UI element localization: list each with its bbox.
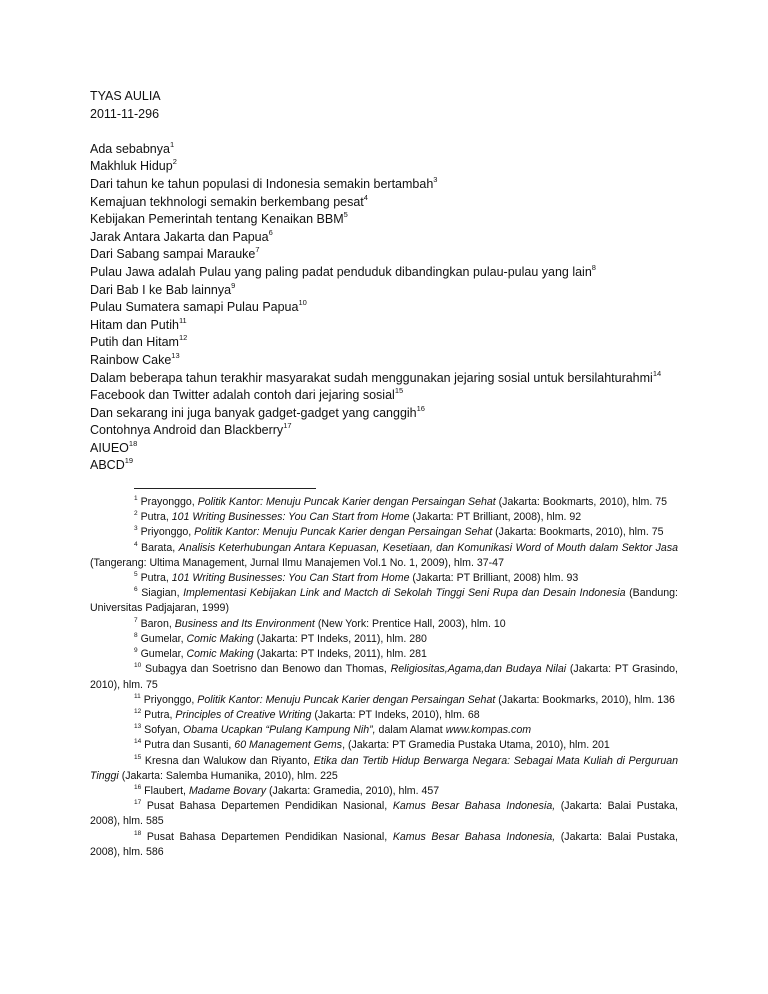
body-line <box>90 211 678 229</box>
footnote-ref: 12 <box>178 333 188 343</box>
body-line <box>90 370 678 388</box>
footnote <box>90 784 678 799</box>
footnote-author: Sofyan, <box>141 724 184 737</box>
footnote-ref: 9 <box>231 280 236 290</box>
footnote-number: 1 <box>134 495 138 503</box>
body-line <box>90 194 678 212</box>
footnote-title: Politik Kantor: Menuju Puncak Karier dengan Persaingan Sehat <box>194 526 493 539</box>
body-line-text: Rainbow Cake <box>90 352 172 367</box>
footnote <box>90 693 678 708</box>
body-line-text: Ada sebabnya <box>90 141 170 156</box>
body-line <box>90 246 678 264</box>
footnote-author: Priyonggo, <box>140 693 198 706</box>
footnote-author: Putra, <box>141 708 176 721</box>
footnote-author: Putra, <box>137 511 172 524</box>
body-line-text: Facebook dan Twitter adalah contoh dari jejaring sosial <box>90 388 395 403</box>
footnote-number: 6 <box>134 586 138 594</box>
footnote-title: Madame Bovary <box>188 784 267 797</box>
footnote <box>90 586 678 616</box>
footnote-number: 10 <box>134 662 142 670</box>
footnote-title: Kamus Besar Bahasa Indonesia, <box>392 800 556 813</box>
body-line <box>90 405 678 423</box>
footnote-details: (Jakarta: Balai Pustaka, 2008), hlm. 585 <box>90 800 678 828</box>
footnote-ref: 1 <box>169 139 175 149</box>
footnote-title: Principles of Creative Writing <box>175 708 312 721</box>
footnote-author: Flaubert, <box>141 784 189 797</box>
footnote-title: 101 Writing Businesses: You Can Start from Home <box>171 572 410 585</box>
footnote-details: (Bandung: Universitas Padjajaran, 1999) <box>90 587 678 615</box>
footnote-details: (Jakarta: PT Brilliant, 2008), hlm. 92 <box>409 511 582 524</box>
footnote-number: 18 <box>134 829 142 837</box>
body-line <box>90 158 678 176</box>
body-line-text: Kebijakan Pemerintah tentang Kenaikan BBM <box>90 212 344 227</box>
footnote-author: Gumelar, <box>137 632 187 645</box>
footnote-ref: 16 <box>416 403 425 413</box>
footnote-author: Subagya dan Soetrisno dan Benowo dan Thomas, <box>141 663 391 676</box>
footnote-title: Comic Making <box>186 648 254 661</box>
footnote-number: 17 <box>134 799 142 807</box>
body-line-text: Kemajuan tekhnologi semakin berkembang pesat <box>90 194 364 209</box>
footnote-title: 101 Writing Businesses: You Can Start from Home <box>171 511 410 524</box>
body-line <box>90 440 678 458</box>
body-line-text: Dari Sabang sampai Marauke <box>90 247 256 262</box>
footnote <box>90 647 678 662</box>
footnote-number: 12 <box>134 707 142 715</box>
footnote-ref: 15 <box>394 386 404 396</box>
footnote-author: Gumelar, <box>137 648 187 661</box>
footnote-details: (Jakarta: Bookmarts, 2010), hlm. 75 <box>492 526 664 539</box>
footnote <box>90 723 678 738</box>
footnote-number: 15 <box>134 753 142 761</box>
footnote-title: Implementasi Kebijakan Link and Mactch di Sekolah Tinggi Seni Rupa dan Desain Indonesia <box>183 587 626 600</box>
footnote-title: Politik Kantor: Menuju Puncak Karier dengan Persaingan Sehat <box>197 693 496 706</box>
document-page <box>90 88 678 860</box>
footnote-ref: 2 <box>172 157 177 167</box>
footnote-number: 5 <box>134 571 138 579</box>
body-line-text: Jarak Antara Jakarta dan Papua <box>90 229 269 244</box>
body-line <box>90 317 678 335</box>
footnote-details: (Jakarta: PT Indeks, 2011), hlm. 281 <box>253 648 427 661</box>
footnote-details: (Jakarta: PT Grasindo, 2010), hlm. 75 <box>90 663 678 691</box>
body-line-text: Dalam beberapa tahun terakhir masyarakat sudah menggunakan jejaring sosial untuk bersilahturahmi <box>90 370 653 385</box>
footnote-details: (Jakarta: Gramedia, 2010), hlm. 457 <box>266 784 440 797</box>
footnote-details: (New York: Prentice Hall, 2003), hlm. 10 <box>314 617 506 630</box>
footnote-details: (Jakarta: Balai Pustaka, 2008), hlm. 586 <box>90 830 678 858</box>
body-line <box>90 176 678 194</box>
body-line-text: Makhluk Hidup <box>90 159 173 174</box>
body-line-text: Putih dan Hitam <box>90 335 179 350</box>
footnote-details: (Jakarta: PT Brilliant, 2008) hlm. 93 <box>409 572 579 585</box>
body-line-text: Dan sekarang ini juga banyak gadget-gadget yang canggih <box>90 405 417 420</box>
footnote-details: (Jakarta: Bookmarks, 2010), hlm. 136 <box>495 693 675 706</box>
footnote-author: Pusat Bahasa Departemen Pendidikan Nasional, <box>141 800 393 813</box>
footnote-author: Siagian, <box>137 587 184 600</box>
footnote-ref: 10 <box>298 298 307 308</box>
footnote <box>90 708 678 723</box>
body-line-text: Dari tahun ke tahun populasi di Indonesia semakin bertambah <box>90 176 434 191</box>
footnote-separator <box>134 488 316 489</box>
footnote-ref: 18 <box>128 438 138 448</box>
footnote-number: 9 <box>134 647 138 655</box>
footnote <box>90 617 678 632</box>
body-line-text: Contohnya Android dan Blackberry <box>90 423 284 438</box>
footnote-author: Pusat Bahasa Departemen Pendidikan Nasional, <box>141 830 393 843</box>
body-line <box>90 334 678 352</box>
footnote <box>90 632 678 647</box>
footnote-details: (Tangerang: Ultima Management, Jurnal Ilmu Manajemen Vol.1 No. 1, 2009), hlm. 37-47 <box>90 556 504 569</box>
body-line <box>90 422 678 440</box>
footnote-ref: 19 <box>124 456 134 466</box>
body-line <box>90 264 678 282</box>
footnote-author: Kresna dan Walukow dan Riyanto, <box>141 754 314 767</box>
student-id: 2011-11-296 <box>90 106 160 121</box>
footnote <box>90 830 678 860</box>
footnote-title: Obama Ucapkan “Pulang Kampung Nih”, <box>183 724 376 737</box>
body-line-text: Pulau Sumatera samapi Pulau Papua <box>90 300 299 315</box>
body-line <box>90 457 678 475</box>
footnote-author: Baron, <box>137 617 175 630</box>
footnote-title: Comic Making <box>186 632 254 645</box>
footnote-number: 4 <box>134 540 138 548</box>
footnote-details: dalam Alamat <box>375 724 446 737</box>
footnote-ref: 8 <box>591 262 596 272</box>
footnote-ref: 5 <box>343 210 348 220</box>
body-line-text: Pulau Jawa adalah Pulau yang paling padat penduduk dibandingkan pulau-pulau yang lain <box>90 264 592 279</box>
footnote-author: Putra dan Susanti, <box>141 739 235 752</box>
footnote-title: Etika dan Tertib Hidup Berwarga Negara: Sebagai Mata Kuliah di Perguruan Tinggi <box>90 754 678 782</box>
footnote-ref: 7 <box>255 245 260 255</box>
footnote-ref: 17 <box>283 421 292 431</box>
footnote-details: (Jakarta: PT Indeks, 2010), hlm. 68 <box>311 708 480 721</box>
footnote-number: 14 <box>134 738 142 746</box>
footnote-title: Business and Its Environment <box>174 617 315 630</box>
footnote-author: Prayonggo, <box>137 496 198 509</box>
footnotes <box>90 495 678 860</box>
footnote-title: Kamus Besar Bahasa Indonesia, <box>392 830 556 843</box>
body-line <box>90 282 678 300</box>
footnote-number: 8 <box>134 631 138 639</box>
footnote-number: 13 <box>134 723 142 731</box>
body-line-text: Hitam dan Putih <box>90 317 179 332</box>
footnote <box>90 571 678 586</box>
footnote <box>90 510 678 525</box>
footnote-details: , (Jakarta: PT Gramedia Pustaka Utama, 2010), hlm. 201 <box>342 739 610 752</box>
footnote <box>90 541 678 571</box>
author-name: TYAS AULIA <box>90 89 161 103</box>
footnote-number: 11 <box>134 692 141 700</box>
footnote-details: (Jakarta: Bookmarts, 2010), hlm. 75 <box>495 496 668 509</box>
footnote-author: Barata, <box>137 541 179 554</box>
body-line <box>90 387 678 405</box>
body-line-text: ABCD <box>90 458 125 473</box>
footnote-ref: 6 <box>268 227 273 237</box>
footnote <box>90 754 678 784</box>
body-line-text: AIUEO <box>90 440 129 455</box>
footnote-title: Politik Kantor: Menuju Puncak Karier dengan Persaingan Sehat <box>197 496 496 509</box>
footnote-number: 3 <box>134 525 138 533</box>
footnote <box>90 495 678 510</box>
body-line <box>90 229 678 247</box>
spacer <box>90 123 678 141</box>
footnote-details: (Jakarta: Salemba Humanika, 2010), hlm. 225 <box>118 769 338 782</box>
footnote <box>90 525 678 540</box>
footnote-title: Religiositas,Agama,dan Budaya Nilai <box>390 663 567 676</box>
body-line <box>90 299 678 317</box>
footnote <box>90 799 678 829</box>
footnote-number: 2 <box>134 510 138 518</box>
footnote-ref: 11 <box>178 315 187 325</box>
footnote-title: Analisis Keterhubungan Antara Kepuasan, Kesetiaan, dan Komunikasi Word of Mouth dalam Sektor Jasa <box>178 541 679 554</box>
footnote-number: 7 <box>134 616 138 624</box>
footnote-number: 16 <box>134 783 142 791</box>
footnote <box>90 738 678 753</box>
body-line-text: Dari Bab I ke Bab lainnya <box>90 282 232 297</box>
footnote-author: Priyonggo, <box>137 526 195 539</box>
footnote-ref: 13 <box>171 350 180 360</box>
footnote-title: 60 Management Gems <box>234 739 343 752</box>
footnote-url: www.kompas.com <box>445 724 532 737</box>
footnote-ref: 14 <box>652 368 662 378</box>
footnote-author: Putra, <box>137 572 172 585</box>
footnote-ref: 4 <box>363 192 368 202</box>
body-line <box>90 352 678 370</box>
body-line <box>90 141 678 159</box>
body-lines <box>90 141 678 475</box>
footnote <box>90 662 678 692</box>
footnote-details: (Jakarta: PT Indeks, 2011), hlm. 280 <box>253 632 427 645</box>
footnote-ref: 3 <box>433 174 438 184</box>
